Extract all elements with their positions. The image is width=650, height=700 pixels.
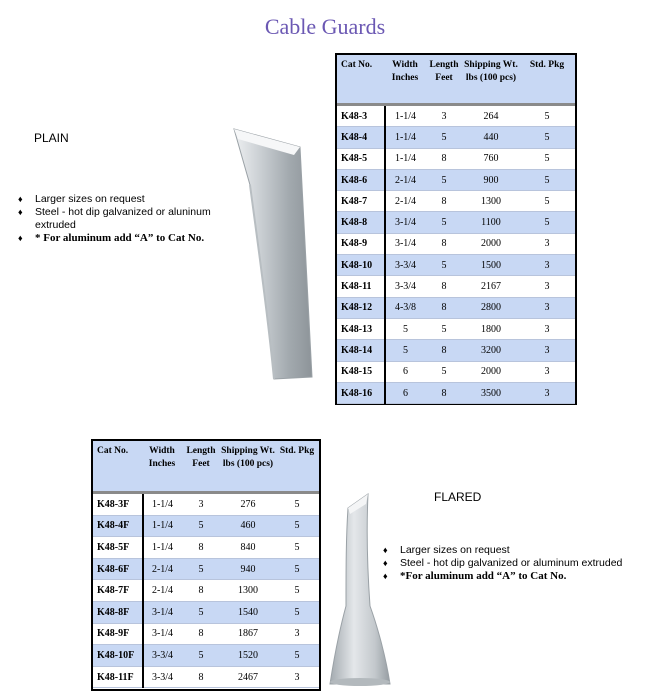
cell-cat-no: K48-10 — [337, 255, 385, 276]
col-header-length: Length Feet — [181, 441, 221, 491]
cell-width: 3-1/4 — [143, 601, 181, 623]
diamond-bullet-icon: ♦ — [18, 233, 23, 243]
cell-cat-no: K48-4F — [93, 515, 143, 537]
cell-length: 5 — [181, 515, 221, 537]
cell-width: 5 — [385, 318, 425, 339]
cell-std-pkg: 3 — [519, 233, 575, 254]
cell-length: 8 — [425, 340, 463, 361]
table-row — [93, 515, 319, 537]
cell-cat-no: K48-3F — [93, 494, 143, 515]
cell-std-pkg: 5 — [275, 580, 319, 602]
cell-shipping-wt: 264 — [463, 106, 519, 127]
cell-width: 2-1/4 — [143, 558, 181, 580]
table-row — [93, 645, 319, 667]
cell-width: 3-1/4 — [385, 212, 425, 233]
cell-shipping-wt: 1520 — [221, 645, 275, 667]
flared-bullet-item: ♦ *For aluminum add “A” to Cat No. — [383, 570, 567, 582]
cell-length: 8 — [425, 276, 463, 297]
cell-shipping-wt: 1800 — [463, 318, 519, 339]
table-row — [93, 666, 319, 688]
table-row — [93, 601, 319, 623]
cell-cat-no: K48-13 — [337, 318, 385, 339]
cell-std-pkg: 5 — [275, 537, 319, 559]
cell-std-pkg: 5 — [519, 169, 575, 190]
cell-shipping-wt: 900 — [463, 169, 519, 190]
cell-cat-no: K48-16 — [337, 382, 385, 403]
cell-std-pkg: 5 — [519, 212, 575, 233]
cell-width: 1-1/4 — [385, 127, 425, 148]
cell-std-pkg: 3 — [275, 623, 319, 645]
flared-bullet-item: ♦ Steel - hot dip galvanized or aluminum extruded — [383, 557, 623, 569]
cell-shipping-wt: 2000 — [463, 233, 519, 254]
cell-width: 4-3/8 — [385, 297, 425, 318]
table-row — [337, 169, 575, 190]
cell-length: 8 — [181, 666, 221, 688]
cell-std-pkg: 5 — [519, 148, 575, 169]
cell-shipping-wt: 2467 — [221, 666, 275, 688]
cell-std-pkg: 5 — [275, 515, 319, 537]
diamond-bullet-icon: ♦ — [383, 545, 388, 555]
cell-cat-no: K48-6F — [93, 558, 143, 580]
table-row — [337, 297, 575, 318]
cell-length: 5 — [425, 255, 463, 276]
cell-cat-no: K48-8 — [337, 212, 385, 233]
cell-length: 8 — [425, 233, 463, 254]
cell-shipping-wt: 2800 — [463, 297, 519, 318]
cell-shipping-wt: 460 — [221, 515, 275, 537]
cell-cat-no: K48-3 — [337, 106, 385, 127]
cell-shipping-wt: 1300 — [463, 191, 519, 212]
cell-length: 5 — [181, 601, 221, 623]
cell-width: 3-3/4 — [143, 645, 181, 667]
cell-shipping-wt: 3500 — [463, 382, 519, 403]
cell-cat-no: K48-15 — [337, 361, 385, 382]
cell-cat-no: K48-9 — [337, 233, 385, 254]
col-header-width: Width Inches — [143, 441, 181, 491]
cell-shipping-wt: 760 — [463, 148, 519, 169]
cell-cat-no: K48-5F — [93, 537, 143, 559]
cell-shipping-wt: 840 — [221, 537, 275, 559]
flared-spec-table — [91, 439, 321, 691]
cell-width: 6 — [385, 382, 425, 403]
cell-length: 3 — [181, 494, 221, 515]
cell-cat-no: K48-9F — [93, 623, 143, 645]
cell-cat-no: K48-14 — [337, 340, 385, 361]
cell-std-pkg: 5 — [275, 601, 319, 623]
table-row — [337, 127, 575, 148]
plain-spec-table — [335, 53, 577, 405]
diamond-bullet-icon: ♦ — [383, 571, 388, 581]
cell-std-pkg: 3 — [519, 318, 575, 339]
cell-shipping-wt: 1500 — [463, 255, 519, 276]
cell-length: 8 — [181, 537, 221, 559]
cell-width: 3-1/4 — [143, 623, 181, 645]
cell-length: 5 — [181, 645, 221, 667]
plain-cable-guard-image — [228, 125, 324, 385]
plain-bullet-list — [18, 193, 248, 245]
cell-width: 3-1/4 — [385, 233, 425, 254]
cell-length: 3 — [425, 106, 463, 127]
plain-bullet-item: ♦ * For aluminum add “A” to Cat No. — [18, 232, 205, 244]
flared-cable-guard-image — [326, 488, 392, 688]
col-header-std-pkg: Std. Pkg — [519, 55, 575, 103]
table-row — [93, 537, 319, 559]
cell-shipping-wt: 3200 — [463, 340, 519, 361]
table-row — [337, 233, 575, 254]
cell-cat-no: K48-6 — [337, 169, 385, 190]
cell-cat-no: K48-4 — [337, 127, 385, 148]
cell-width: 3-3/4 — [385, 276, 425, 297]
cell-length: 5 — [425, 212, 463, 233]
table-row — [337, 191, 575, 212]
cell-std-pkg: 5 — [519, 106, 575, 127]
plain-bullet-item: ♦ Larger sizes on request — [18, 193, 145, 205]
cell-width: 1-1/4 — [385, 106, 425, 127]
cell-width: 2-1/4 — [143, 580, 181, 602]
table-row — [337, 106, 575, 127]
cell-cat-no: K48-10F — [93, 645, 143, 667]
cell-shipping-wt: 1867 — [221, 623, 275, 645]
cell-std-pkg: 5 — [519, 191, 575, 212]
cell-shipping-wt: 440 — [463, 127, 519, 148]
col-header-shipping: Shipping Wt. lbs (100 pcs) — [221, 441, 275, 491]
table-row — [337, 255, 575, 276]
cell-width: 3-3/4 — [143, 666, 181, 688]
cell-std-pkg: 3 — [519, 297, 575, 318]
cell-width: 1-1/4 — [143, 515, 181, 537]
cell-length: 5 — [425, 318, 463, 339]
cell-length: 8 — [425, 297, 463, 318]
cell-std-pkg: 3 — [519, 276, 575, 297]
cell-shipping-wt: 2167 — [463, 276, 519, 297]
cell-std-pkg: 3 — [519, 382, 575, 403]
table-row — [337, 148, 575, 169]
cell-length: 8 — [181, 623, 221, 645]
cell-length: 5 — [425, 169, 463, 190]
plain-label: PLAIN — [34, 131, 69, 145]
page-title: Cable Guards — [264, 14, 386, 39]
cell-cat-no: K48-5 — [337, 148, 385, 169]
cell-length: 8 — [425, 382, 463, 403]
table-row — [337, 318, 575, 339]
cell-length: 5 — [425, 127, 463, 148]
table-row — [93, 558, 319, 580]
flared-bullet-item: ♦ Larger sizes on request — [383, 544, 510, 556]
cell-length: 5 — [181, 558, 221, 580]
flared-label: FLARED — [434, 490, 482, 504]
plain-bullet-item: ♦ Steel - hot dip galvanized or aluninum extruded — [18, 206, 211, 231]
cell-shipping-wt: 1540 — [221, 601, 275, 623]
table-header-row — [337, 55, 575, 103]
cell-width: 1-1/4 — [143, 494, 181, 515]
cell-shipping-wt: 1300 — [221, 580, 275, 602]
cell-length: 8 — [425, 148, 463, 169]
cell-shipping-wt: 1100 — [463, 212, 519, 233]
table-row — [337, 361, 575, 382]
cell-length: 5 — [425, 361, 463, 382]
cell-std-pkg: 5 — [275, 645, 319, 667]
cell-shipping-wt: 2000 — [463, 361, 519, 382]
cell-std-pkg: 3 — [275, 666, 319, 688]
cell-shipping-wt: 940 — [221, 558, 275, 580]
cell-width: 6 — [385, 361, 425, 382]
cell-length: 8 — [425, 191, 463, 212]
flared-bullet-list — [383, 544, 645, 583]
cell-std-pkg: 3 — [519, 361, 575, 382]
col-header-cat-no: Cat No. — [93, 441, 143, 491]
table-row — [337, 212, 575, 233]
diamond-bullet-icon: ♦ — [383, 558, 388, 568]
table-row — [93, 623, 319, 645]
cell-width: 1-1/4 — [385, 148, 425, 169]
cell-std-pkg: 5 — [275, 558, 319, 580]
cell-cat-no: K48-11 — [337, 276, 385, 297]
table-row — [93, 580, 319, 602]
table-header-row — [93, 441, 319, 491]
cell-length: 8 — [181, 580, 221, 602]
col-header-width: Width Inches — [385, 55, 425, 103]
diamond-bullet-icon: ♦ — [18, 207, 23, 217]
cell-width: 1-1/4 — [143, 537, 181, 559]
cell-shipping-wt: 276 — [221, 494, 275, 515]
cell-std-pkg: 3 — [519, 255, 575, 276]
table-row — [337, 340, 575, 361]
table-row — [93, 494, 319, 515]
cell-width: 3-3/4 — [385, 255, 425, 276]
cell-width: 5 — [385, 340, 425, 361]
cell-std-pkg: 3 — [519, 340, 575, 361]
table-row — [337, 382, 575, 403]
cell-std-pkg: 5 — [519, 127, 575, 148]
cell-std-pkg: 5 — [275, 494, 319, 515]
col-header-std-pkg: Std. Pkg — [275, 441, 319, 491]
cell-cat-no: K48-7 — [337, 191, 385, 212]
col-header-shipping: Shipping Wt. lbs (100 pcs) — [463, 55, 519, 103]
cell-cat-no: K48-12 — [337, 297, 385, 318]
cell-cat-no: K48-8F — [93, 601, 143, 623]
cell-cat-no: K48-7F — [93, 580, 143, 602]
col-header-length: Length Feet — [425, 55, 463, 103]
cell-width: 2-1/4 — [385, 169, 425, 190]
table-row — [337, 276, 575, 297]
cell-width: 2-1/4 — [385, 191, 425, 212]
col-header-cat-no: Cat No. — [337, 55, 385, 103]
diamond-bullet-icon: ♦ — [18, 194, 23, 204]
cell-cat-no: K48-11F — [93, 666, 143, 688]
